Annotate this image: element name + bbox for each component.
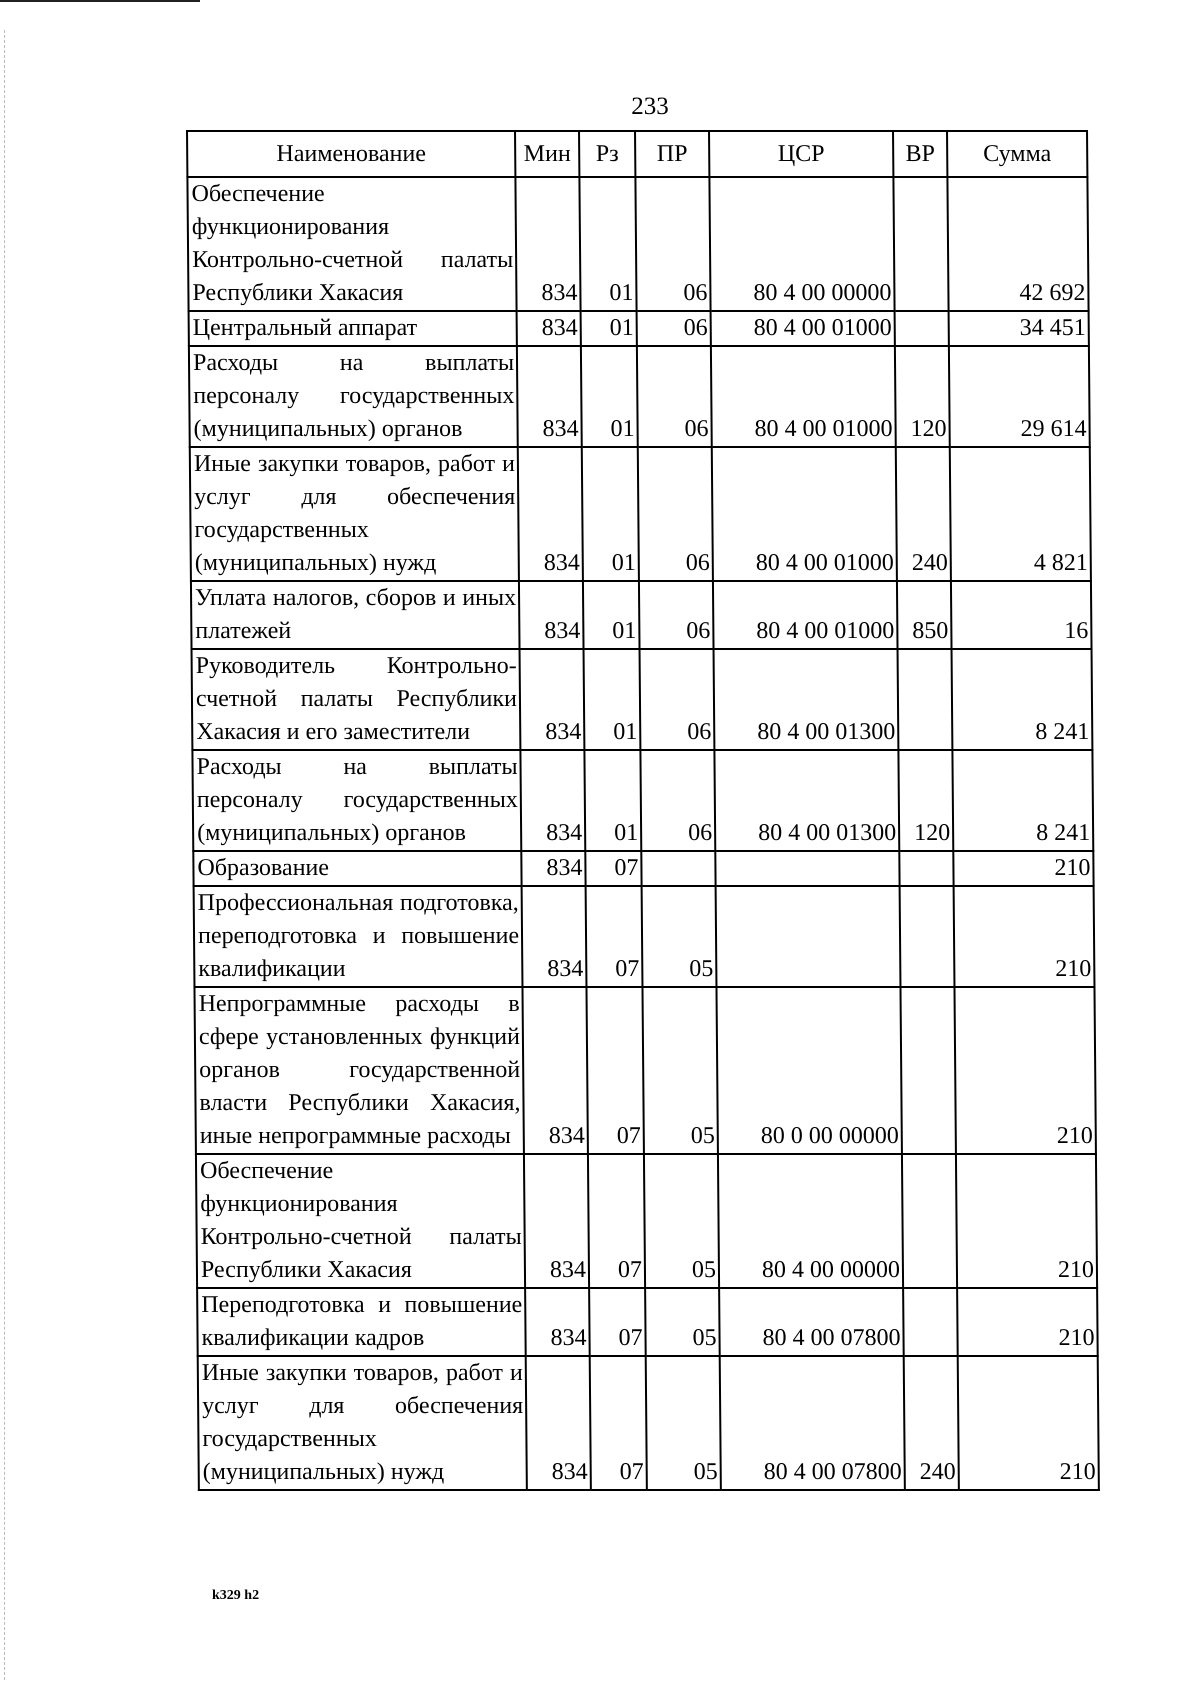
cell-vr bbox=[900, 987, 955, 1154]
cell-vr: 240 bbox=[896, 447, 951, 581]
cell-csr: 80 4 00 01000 bbox=[713, 581, 898, 649]
header-rz: Рз bbox=[579, 131, 635, 177]
cell-rz: 01 bbox=[584, 750, 641, 851]
cell-pr: 06 bbox=[637, 346, 712, 447]
cell-name: Иные закупки товаров, работ и услуг для обеспечения государственных (муниципальных) нужд bbox=[198, 1356, 527, 1490]
cell-csr: 80 4 00 01300 bbox=[714, 649, 899, 750]
scan-edge-line bbox=[0, 0, 200, 2]
cell-pr: 06 bbox=[637, 311, 711, 346]
footer-code: k329 h2 bbox=[212, 1588, 260, 1603]
cell-name: Руководитель Контрольно-счетной палаты Республики Хакасия и его заместители bbox=[192, 649, 521, 750]
cell-pr: 06 bbox=[635, 177, 710, 311]
cell-rz: 01 bbox=[582, 447, 639, 581]
cell-rz: 01 bbox=[581, 346, 638, 447]
header-pr: ПР bbox=[635, 131, 709, 177]
cell-sum: 210 bbox=[956, 1154, 1097, 1288]
cell-sum: 210 bbox=[954, 886, 1095, 987]
cell-vr: 120 bbox=[895, 346, 950, 447]
budget-table bbox=[186, 130, 1100, 1491]
cell-vr bbox=[899, 851, 953, 886]
cell-csr: 80 4 00 07800 bbox=[720, 1356, 905, 1490]
cell-pr: 05 bbox=[642, 886, 717, 987]
cell-csr: 80 4 00 01000 bbox=[712, 447, 897, 581]
cell-csr: 80 4 00 01000 bbox=[711, 346, 896, 447]
cell-pr: 06 bbox=[638, 447, 713, 581]
table-row bbox=[190, 447, 1091, 581]
table-row bbox=[194, 886, 1095, 987]
cell-sum: 16 bbox=[951, 581, 1092, 649]
cell-name: Иные закупки товаров, работ и услуг для обеспечения государственных (муниципальных) нужд bbox=[190, 447, 519, 581]
cell-vr bbox=[903, 1288, 958, 1356]
cell-csr: 80 4 00 01300 bbox=[714, 750, 899, 851]
cell-vr: 850 bbox=[897, 581, 952, 649]
cell-csr: 80 4 00 01000 bbox=[711, 311, 895, 346]
cell-min: 834 bbox=[517, 311, 581, 346]
cell-rz: 07 bbox=[588, 1154, 645, 1288]
cell-name: Профессиональная подготовка, переподготовка и повышение квалификации bbox=[194, 886, 523, 987]
cell-rz: 07 bbox=[586, 987, 643, 1154]
cell-sum: 34 451 bbox=[949, 311, 1089, 346]
cell-min: 834 bbox=[520, 750, 585, 851]
cell-vr: 120 bbox=[898, 750, 953, 851]
table-row bbox=[194, 987, 1095, 1154]
table-row bbox=[187, 177, 1088, 311]
cell-rz: 01 bbox=[579, 177, 636, 311]
cell-sum: 210 bbox=[954, 987, 1095, 1154]
cell-name: Обеспечение функционирования Контрольно-счетной палаты Республики Хакасия bbox=[187, 177, 516, 311]
table-row bbox=[192, 750, 1093, 851]
table-row bbox=[191, 581, 1092, 649]
cell-min: 834 bbox=[520, 649, 585, 750]
cell-pr bbox=[641, 851, 715, 886]
cell-vr bbox=[898, 649, 953, 750]
cell-csr: 80 4 00 00000 bbox=[709, 177, 894, 311]
cell-sum: 29 614 bbox=[949, 346, 1090, 447]
cell-vr bbox=[900, 886, 955, 987]
cell-min: 834 bbox=[526, 1356, 591, 1490]
cell-min: 834 bbox=[522, 886, 587, 987]
cell-vr: 240 bbox=[904, 1356, 959, 1490]
cell-rz: 07 bbox=[585, 851, 641, 886]
table-row bbox=[192, 649, 1093, 750]
cell-pr: 05 bbox=[646, 1356, 721, 1490]
cell-min: 834 bbox=[517, 346, 582, 447]
cell-rz: 07 bbox=[586, 886, 643, 987]
cell-pr: 05 bbox=[644, 1154, 719, 1288]
cell-vr bbox=[902, 1154, 957, 1288]
cell-csr: 80 4 00 00000 bbox=[718, 1154, 903, 1288]
cell-csr: 80 0 00 00000 bbox=[716, 987, 901, 1154]
cell-sum: 210 bbox=[957, 1288, 1098, 1356]
cell-min: 834 bbox=[519, 581, 584, 649]
cell-csr: 80 4 00 07800 bbox=[719, 1288, 904, 1356]
cell-min: 834 bbox=[525, 1288, 590, 1356]
cell-sum: 210 bbox=[953, 851, 1093, 886]
cell-rz: 01 bbox=[581, 311, 637, 346]
scan-margin-line bbox=[4, 30, 5, 1680]
header-vr: ВР bbox=[893, 131, 947, 177]
table-row bbox=[189, 346, 1090, 447]
cell-name: Обеспечение функционирования Контрольно-счетной палаты Республики Хакасия bbox=[196, 1154, 525, 1288]
table-body bbox=[187, 177, 1098, 1490]
cell-min: 834 bbox=[522, 987, 587, 1154]
cell-name: Расходы на выплаты персоналу государственных (муниципальных) органов bbox=[192, 750, 521, 851]
cell-vr bbox=[893, 177, 948, 311]
table-header-row bbox=[187, 131, 1087, 177]
cell-name: Непрограммные расходы в сфере установленных функций органов государственной власти Республики Хакасия, иные непрограммные расходы bbox=[194, 987, 523, 1154]
cell-min: 834 bbox=[524, 1154, 589, 1288]
header-csr: ЦСР bbox=[709, 131, 893, 177]
header-min: Мин bbox=[515, 131, 579, 177]
cell-sum: 42 692 bbox=[947, 177, 1088, 311]
page-number: 233 bbox=[631, 93, 669, 120]
cell-pr: 05 bbox=[642, 987, 717, 1154]
cell-rz: 07 bbox=[590, 1356, 647, 1490]
cell-sum: 4 821 bbox=[950, 447, 1091, 581]
cell-rz: 01 bbox=[584, 649, 641, 750]
table-row bbox=[198, 1356, 1099, 1490]
cell-name: Центральный аппарат bbox=[189, 311, 517, 346]
cell-sum: 8 241 bbox=[952, 750, 1093, 851]
cell-rz: 07 bbox=[589, 1288, 646, 1356]
cell-min: 834 bbox=[518, 447, 583, 581]
cell-min: 834 bbox=[521, 851, 585, 886]
cell-name: Уплата налогов, сборов и иных платежей bbox=[191, 581, 520, 649]
cell-rz: 01 bbox=[583, 581, 640, 649]
table-row bbox=[197, 1288, 1098, 1356]
cell-name: Переподготовка и повышение квалификации кадров bbox=[197, 1288, 526, 1356]
cell-pr: 06 bbox=[640, 750, 715, 851]
cell-name: Расходы на выплаты персоналу государственных (муниципальных) органов bbox=[189, 346, 518, 447]
cell-sum: 8 241 bbox=[952, 649, 1093, 750]
cell-sum: 210 bbox=[958, 1356, 1099, 1490]
cell-min: 834 bbox=[515, 177, 580, 311]
table-row bbox=[189, 311, 1089, 346]
header-sum: Сумма bbox=[947, 131, 1087, 177]
header-name: Наименование bbox=[187, 131, 515, 177]
cell-pr: 05 bbox=[645, 1288, 720, 1356]
cell-vr bbox=[895, 311, 949, 346]
table-row bbox=[193, 851, 1093, 886]
cell-pr: 06 bbox=[640, 649, 715, 750]
cell-csr bbox=[716, 886, 901, 987]
cell-csr bbox=[715, 851, 899, 886]
cell-pr: 06 bbox=[639, 581, 714, 649]
table-row bbox=[196, 1154, 1097, 1288]
cell-name: Образование bbox=[193, 851, 521, 886]
